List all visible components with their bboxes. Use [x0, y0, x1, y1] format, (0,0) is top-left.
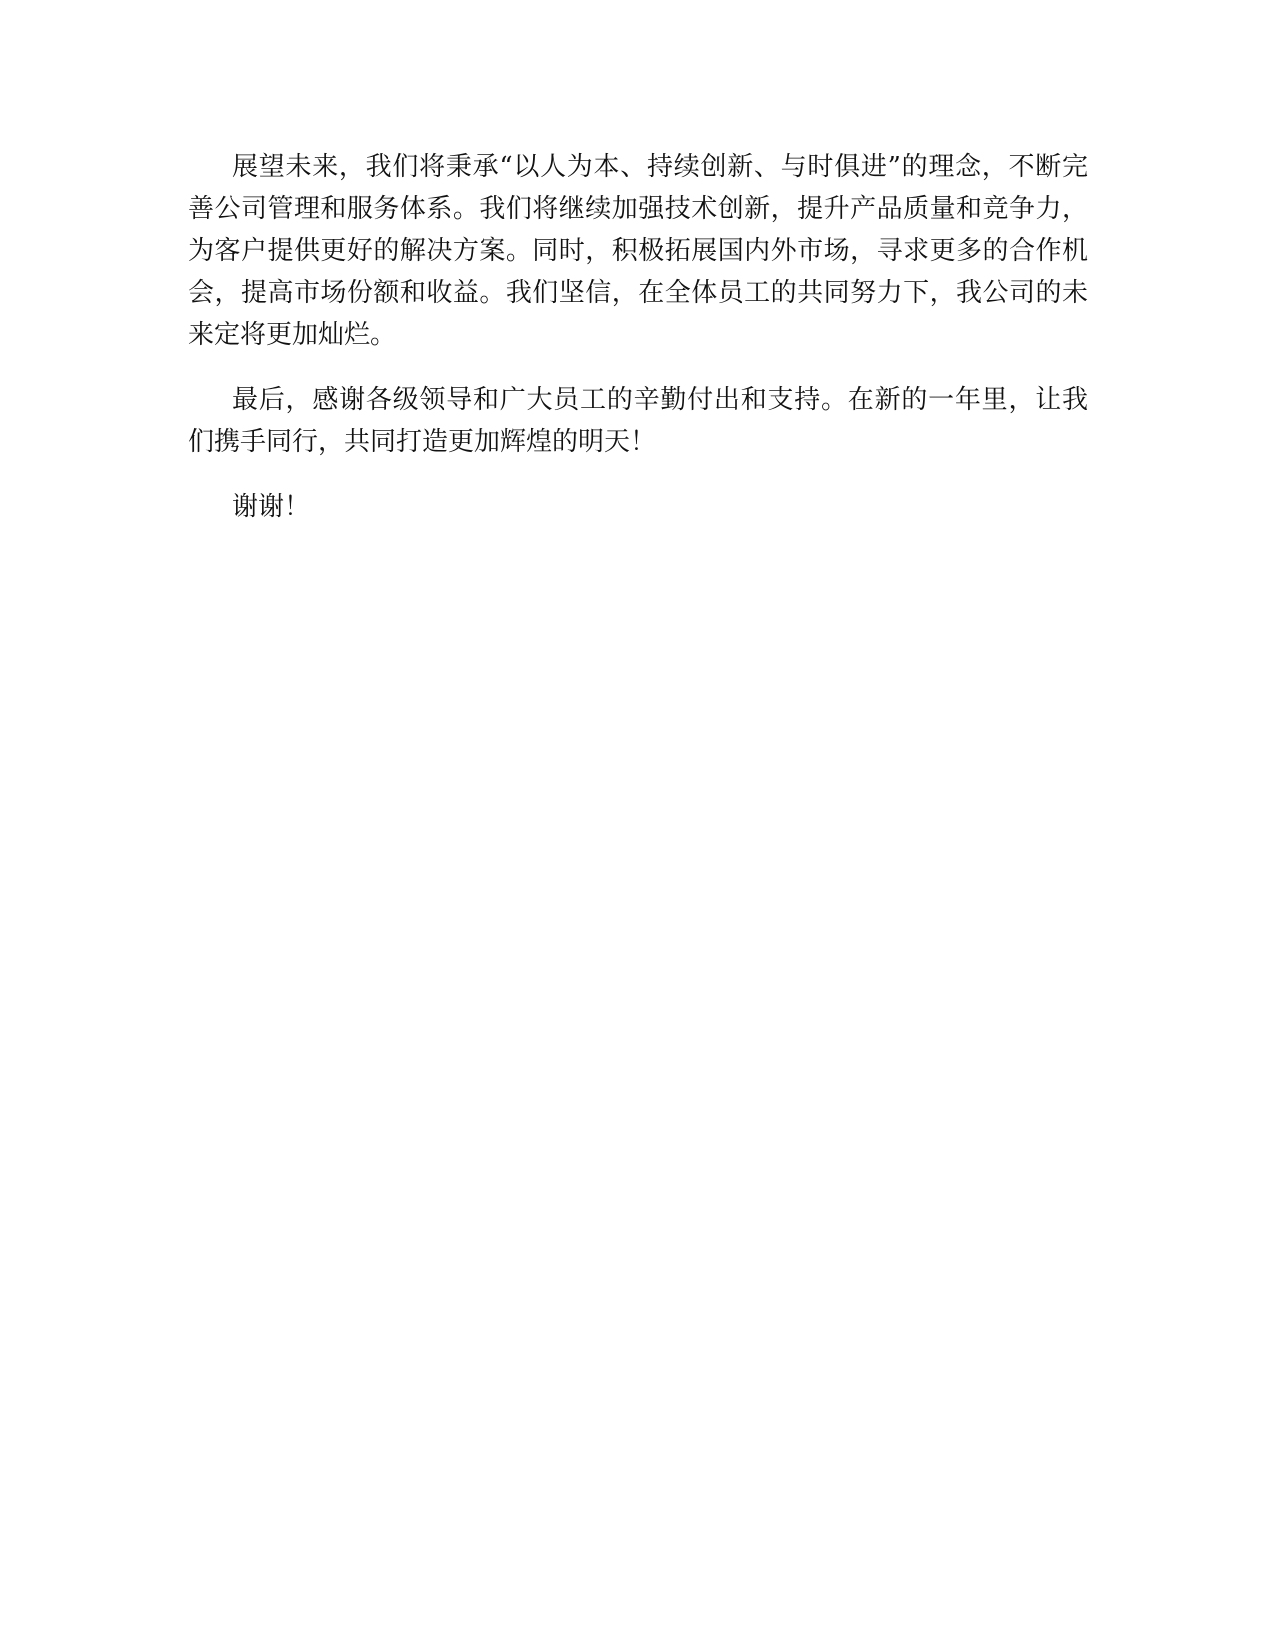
document-body — [188, 146, 1088, 551]
paragraph-thanks: 最后，感谢各级领导和广大员工的辛勤付出和支持。在新的一年里，让我们携手同行，共同打造更加辉煌的明天！ — [188, 385, 1088, 457]
paragraph-closing: 谢谢！ — [232, 492, 311, 522]
paragraph-outlook: 展望未来，我们将秉承“以人为本、持续创新、与时俱进”的理念，不断完善公司管理和服务体系。我们将继续加强技术创新，提升产品质量和竞争力，为客户提供更好的解决方案。同时，积极拓展国内外市场，寻求更多的合作机会，提高市场份额和收益。我们坚信，在全体员工的共同努力下，我公司的未来定将更加灿烂。 — [188, 152, 1088, 350]
